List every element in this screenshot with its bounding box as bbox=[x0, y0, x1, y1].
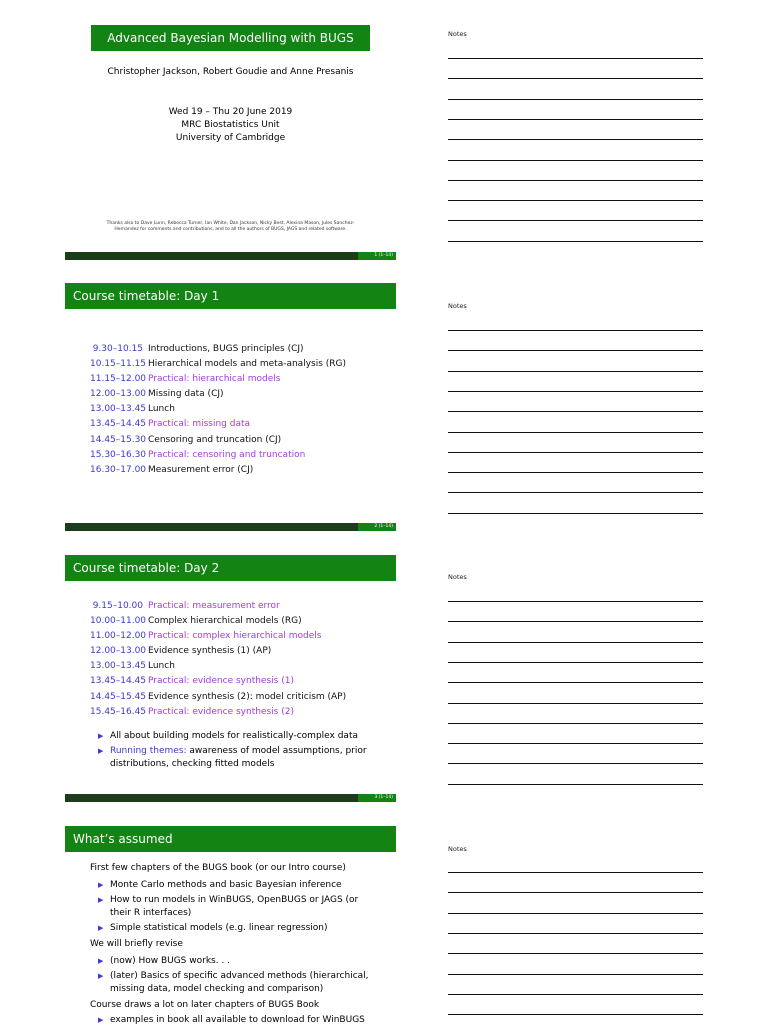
table-row bbox=[90, 644, 346, 659]
timetable-time: 15.45–16.45 bbox=[90, 706, 147, 717]
notes-label: Notes bbox=[448, 845, 467, 853]
note-line bbox=[448, 974, 703, 975]
timetable-time: 12.00–13.00 bbox=[90, 389, 147, 400]
slide4-bullets-2 bbox=[90, 955, 380, 996]
timetable-session: Practical: complex hierarchical models bbox=[148, 631, 322, 642]
table-row bbox=[90, 342, 346, 357]
note-line bbox=[448, 953, 703, 954]
timetable-time: 13.45–14.45 bbox=[90, 419, 147, 430]
bullet-arrow-icon: ▶ bbox=[98, 957, 104, 965]
timetable-time: 13.45–14.45 bbox=[90, 676, 147, 687]
slide1-title: Advanced Bayesian Modelling with BUGS bbox=[91, 25, 370, 51]
slide3-title: Course timetable: Day 2 bbox=[65, 555, 396, 581]
slide2-footer bbox=[65, 523, 396, 531]
slide2-timetable bbox=[90, 342, 346, 478]
note-line bbox=[448, 139, 703, 140]
timetable-session: Censoring and truncation (CJ) bbox=[148, 434, 282, 445]
notes-label: Notes bbox=[448, 573, 467, 581]
bullet-arrow-icon: ▶ bbox=[98, 1016, 104, 1024]
timetable-session: Hierarchical models and meta-analysis (RG) bbox=[148, 359, 347, 370]
note-line bbox=[448, 1014, 703, 1015]
table-row bbox=[90, 402, 346, 417]
timetable-session: Practical: evidence synthesis (1) bbox=[148, 676, 294, 687]
note-line bbox=[448, 682, 703, 683]
timetable-time: 12.00–13.00 bbox=[90, 646, 147, 657]
note-line bbox=[448, 703, 703, 704]
note-line bbox=[448, 99, 703, 100]
slide4-para-1: First few chapters of the BUGS book (or our Intro course) bbox=[90, 863, 346, 873]
timetable-session: Lunch bbox=[148, 404, 175, 415]
timetable-session: Evidence synthesis (2): model criticism (AP) bbox=[148, 691, 347, 702]
timetable-time: 11.15–12.00 bbox=[90, 374, 147, 385]
table-row bbox=[90, 387, 346, 402]
note-line bbox=[448, 472, 703, 473]
timetable-session: Introductions, BUGS principles (CJ) bbox=[148, 344, 304, 354]
note-line bbox=[448, 872, 703, 873]
table-row bbox=[90, 448, 346, 463]
table-row bbox=[90, 599, 346, 614]
timetable-session: Measurement error (CJ) bbox=[148, 464, 254, 475]
note-line bbox=[448, 492, 703, 493]
bullet-arrow-icon: ▶ bbox=[98, 896, 104, 904]
note-line bbox=[448, 241, 703, 242]
note-line bbox=[448, 200, 703, 201]
list-item: ▶ examples in book all available to download for WinBUGS bbox=[98, 1015, 365, 1025]
slide4-content bbox=[90, 862, 380, 1029]
note-line bbox=[448, 371, 703, 372]
timetable-time: 14.45–15.30 bbox=[90, 434, 147, 445]
slide3-bullet-2: ▶ Running themes: awareness of model assumptions, prior distributions, checking fitted models bbox=[98, 746, 367, 769]
table-row bbox=[90, 372, 346, 387]
slide1-thanks: Thanks also to Dave Lunn, Rebecca Turner, Ian White, Dan Jackson, Nicky Best, Alexina Mason, Jules Sanchez-Hernandez for comments and contributions, and to all the authors of BUGS, JAGS and related software. bbox=[106, 221, 355, 232]
table-row bbox=[90, 357, 346, 372]
timetable-session: Evidence synthesis (1) (AP) bbox=[148, 646, 272, 657]
timetable-time: 15.30–16.30 bbox=[90, 449, 147, 460]
slide2-title: Course timetable: Day 1 bbox=[65, 283, 396, 309]
note-line bbox=[448, 621, 703, 622]
note-line bbox=[448, 763, 703, 764]
slide3-timetable bbox=[90, 599, 346, 720]
note-line bbox=[448, 784, 703, 785]
timetable-time: 10.00–11.00 bbox=[90, 616, 147, 627]
note-line bbox=[448, 58, 703, 59]
note-line bbox=[448, 350, 703, 351]
slide1-authors: Christopher Jackson, Robert Goudie and Anne Presanis bbox=[107, 67, 354, 77]
slide3-page-number: 3 (1–14) bbox=[358, 794, 396, 802]
note-line bbox=[448, 119, 703, 120]
note-line bbox=[448, 892, 703, 893]
note-line bbox=[448, 78, 703, 79]
note-line bbox=[448, 662, 703, 663]
note-line bbox=[448, 432, 703, 433]
note-line bbox=[448, 933, 703, 934]
note-line bbox=[448, 723, 703, 724]
timetable-session: Practical: missing data bbox=[148, 419, 251, 430]
note-line bbox=[448, 452, 703, 453]
list-item: ▶ Simple statistical models (e.g. linear regression) bbox=[98, 923, 328, 933]
bullet-arrow-icon: ▶ bbox=[98, 972, 104, 980]
slide1-date: Wed 19 – Thu 20 June 2019 bbox=[168, 107, 293, 117]
table-row bbox=[90, 629, 346, 644]
note-line bbox=[448, 642, 703, 643]
list-item: ▶ Monte Carlo methods and basic Bayesian inference bbox=[98, 880, 342, 890]
note-line bbox=[448, 180, 703, 181]
slide1-footer bbox=[65, 252, 396, 260]
list-item: ▶ (now) How BUGS works. . . bbox=[98, 956, 231, 966]
slide1-page-number: 1 (1–14) bbox=[358, 252, 396, 260]
bullet-arrow-icon: ▶ bbox=[98, 924, 104, 932]
timetable-time: 16.30–17.00 bbox=[90, 464, 147, 475]
table-row bbox=[90, 417, 346, 432]
slide4-para-3: Course draws a lot on later chapters of BUGS Book bbox=[90, 1000, 320, 1010]
timetable-time: 10.15–11.15 bbox=[90, 359, 147, 370]
timetable-session: Practical: hierarchical models bbox=[148, 374, 281, 385]
table-row bbox=[90, 433, 346, 448]
notes-label: Notes bbox=[448, 30, 467, 38]
bullet-arrow-icon: ▶ bbox=[98, 881, 104, 889]
timetable-time: 9.15–10.00 bbox=[92, 601, 143, 611]
slide3-bullet-1: ▶ All about building models for realistically-complex data bbox=[98, 731, 358, 741]
timetable-session: Complex hierarchical models (RG) bbox=[148, 616, 302, 627]
timetable-time: 11.00–12.00 bbox=[90, 631, 147, 642]
timetable-session: Missing data (CJ) bbox=[148, 389, 224, 400]
note-line bbox=[448, 913, 703, 914]
slide1-unit: MRC Biostatistics Unit bbox=[181, 120, 280, 130]
notes-label: Notes bbox=[448, 302, 467, 310]
slide4-bullets-1 bbox=[90, 879, 380, 935]
note-line bbox=[448, 601, 703, 602]
timetable-time: 13.00–13.45 bbox=[90, 404, 147, 415]
table-row bbox=[90, 690, 346, 705]
slide1-university: University of Cambridge bbox=[175, 133, 286, 143]
slide3-bullets bbox=[90, 730, 380, 773]
list-item: ▶ (later) Basics of specific advanced methods (hierarchical, missing data, model checking and comparison) bbox=[98, 971, 369, 994]
list-item: ▶ How to run models in WinBUGS, OpenBUGS or JAGS (or their R interfaces) bbox=[98, 895, 359, 918]
table-row bbox=[90, 463, 346, 478]
table-row bbox=[90, 614, 346, 629]
timetable-session: Practical: censoring and truncation bbox=[148, 449, 306, 460]
note-line bbox=[448, 391, 703, 392]
note-line bbox=[448, 994, 703, 995]
slide4-bullets-3 bbox=[90, 1014, 380, 1027]
timetable-session: Practical: evidence synthesis (2) bbox=[148, 706, 294, 717]
timetable-time: 9.30–10.15 bbox=[92, 344, 143, 354]
table-row bbox=[90, 659, 346, 674]
note-line bbox=[448, 160, 703, 161]
table-row bbox=[90, 674, 346, 689]
note-line bbox=[448, 743, 703, 744]
bullet-arrow-icon: ▶ bbox=[98, 747, 104, 755]
slide3-footer bbox=[65, 794, 396, 802]
note-line bbox=[448, 411, 703, 412]
table-row bbox=[90, 705, 346, 720]
timetable-session: Lunch bbox=[148, 661, 175, 672]
slide2-page-number: 2 (1–14) bbox=[358, 523, 396, 531]
note-line bbox=[448, 513, 703, 514]
timetable-time: 13.00–13.45 bbox=[90, 661, 147, 672]
timetable-session: Practical: measurement error bbox=[148, 601, 280, 611]
slide4-para-2: We will briefly revise bbox=[90, 939, 183, 949]
slide4-title: What’s assumed bbox=[65, 826, 396, 852]
note-line bbox=[448, 330, 703, 331]
timetable-time: 14.45–15.45 bbox=[90, 691, 147, 702]
bullet-arrow-icon: ▶ bbox=[98, 732, 104, 740]
note-line bbox=[448, 220, 703, 221]
